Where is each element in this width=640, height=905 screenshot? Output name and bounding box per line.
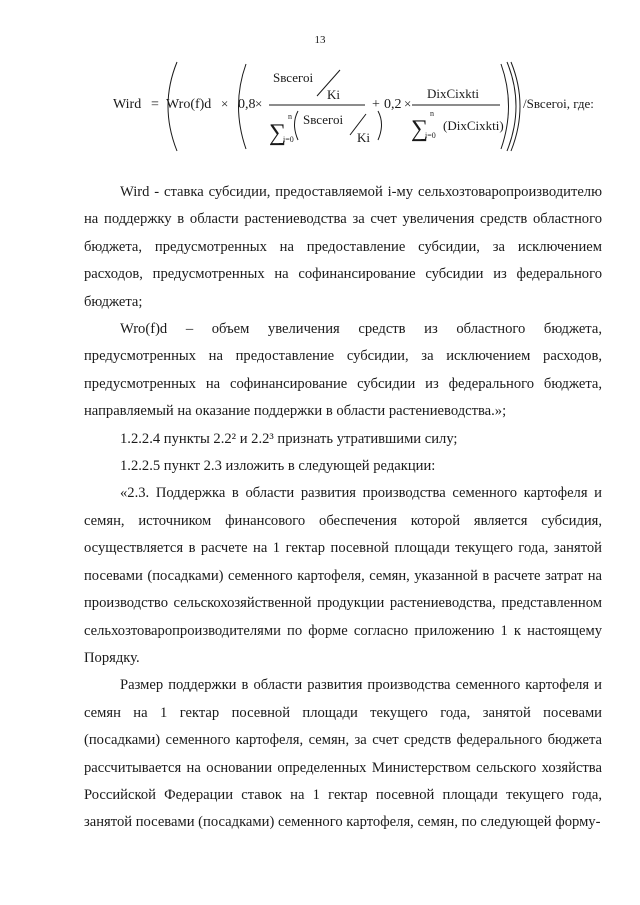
formula-lhs: Wird <box>113 97 142 112</box>
sum-lower-2: i=0 <box>425 131 436 140</box>
sum-lower-1: i=0 <box>283 135 294 144</box>
denominator-dix: (DixCixkti) <box>443 118 504 133</box>
formula-times-3: × <box>404 96 412 111</box>
formula-equals: = <box>151 97 159 112</box>
paragraph-wro-definition: Wro(f)d – объем увеличения средств из областного бюджета, предусмотренных на предоставление субсидии, за исключением расходов, предусмотренных на софинансирование субсидии из федерального бюджета, направляемый на оказание поддержки в области растениеводства.»; <box>84 321 602 420</box>
paragraph-2-3: «2.3. Поддержка в области развития производства семенного картофеля и семян, источником финансового обеспечения которой является субсидия, осуществляется в расчете на 1 гектар посевной площади текущего года, занятой посевами (посадками) семенного картофеля, семян, указанной в расчете затрат на производство сельскохозяйственной продукции растениеводства, представленном сельхозтоваропроизводителями по форме согласно приложению 1 к настоящему Порядку. <box>84 485 602 666</box>
formula-times-1: × <box>221 96 229 111</box>
paragraph-support-size: Размер поддержки в области развития производства семенного картофеля и семян на 1 гектар посевной площади текущего года, занятой посевами (посадками) семенного картофеля, семян, за счет средств федерального бюджета рассчитывается на основании определенных Министерством сельского хозяйства Российской Федерации ставок на 1 гектар посевной площади текущего года, занятой посевами (посадками) семенного картофеля, семян, по следующей форму- <box>84 677 602 831</box>
page-number: 13 <box>314 34 326 46</box>
subsidy-rate-formula <box>95 56 635 161</box>
numerator-sbcer: Sвсегоi <box>273 70 314 85</box>
formula-tail: /Sвсегоi, где: <box>523 96 594 111</box>
sum-upper-1: n <box>288 112 292 121</box>
formula-coef-1: 0,8 <box>238 97 256 112</box>
sum-symbol-2: ∑ <box>411 116 429 142</box>
numerator-ki: Ki <box>327 87 340 102</box>
formula-wro: Wro(f)d <box>166 97 212 112</box>
small-right-paren <box>378 111 382 140</box>
paragraph-wird-definition: Wird - ставка субсидии, предоставляемой i-му сельхозтоваропроизводителю на поддержку в области растениеводства за счет увеличения средств областного бюджета, предусмотренных на предоставление субсидии, за исключением расходов, предусмотренных на софинансирование субсидии из федерального бюджета; <box>84 184 602 310</box>
denominator-sbcer: Sвсегоi <box>303 112 344 127</box>
inner-right-paren <box>501 64 509 149</box>
formula-coef-2: 0,2 <box>384 97 402 112</box>
formula-plus: + <box>372 97 380 112</box>
paragraph-1-2-2-5: 1.2.2.5 пункт 2.3 изложить в следующей редакции: <box>120 458 436 475</box>
small-left-paren <box>295 111 299 140</box>
document-body <box>84 179 602 837</box>
sum-symbol-1: ∑ <box>269 120 287 146</box>
sum-upper-2: n <box>430 109 434 118</box>
numerator-dix: DixCixkti <box>427 86 480 101</box>
denominator-ki: Ki <box>357 130 370 145</box>
formula-times-2: × <box>255 96 263 111</box>
paragraph-1-2-2-4: 1.2.2.4 пункты 2.2² и 2.2³ признать утратившими силу; <box>120 430 458 447</box>
formula-drawing <box>95 56 635 161</box>
